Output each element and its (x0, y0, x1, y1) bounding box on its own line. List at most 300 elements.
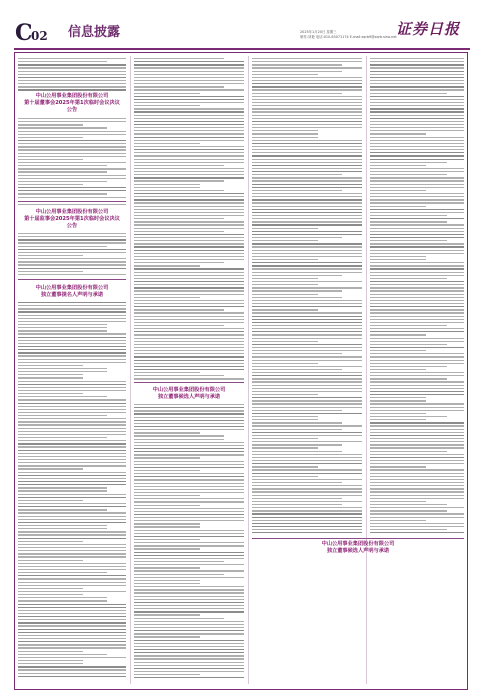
body-text-line (18, 403, 126, 404)
body-text-line (252, 250, 362, 251)
body-text-line (252, 67, 362, 68)
body-text-line (370, 177, 464, 178)
body-text-line (370, 501, 426, 502)
body-text-line (252, 457, 362, 458)
body-text-line (134, 539, 200, 540)
body-text-line (18, 83, 126, 84)
body-text-line (18, 343, 126, 344)
column-divider (366, 56, 367, 684)
body-text-line (252, 61, 362, 62)
body-text-line (370, 268, 464, 269)
body-text-line (252, 325, 362, 326)
body-text-line (134, 439, 224, 440)
body-text-line (134, 662, 244, 663)
body-text-line (134, 306, 244, 307)
body-text-line (134, 83, 244, 84)
body-text-line (134, 328, 244, 329)
body-text-line (252, 369, 342, 370)
body-text-line (18, 374, 83, 375)
body-text-line (370, 294, 464, 295)
body-text-line (370, 441, 464, 442)
body-text-line (370, 325, 447, 326)
body-text-line (134, 624, 244, 625)
body-text-line (18, 337, 126, 338)
body-text-line (18, 352, 126, 353)
body-text-line (134, 432, 200, 433)
body-text-line (370, 517, 464, 518)
body-text-line (134, 199, 244, 200)
body-text-line (370, 206, 426, 207)
body-text-line (252, 451, 342, 452)
body-text-line (18, 193, 107, 194)
body-text-line (252, 363, 318, 364)
body-text-line (18, 168, 126, 169)
body-text-line (252, 137, 318, 138)
body-text-line (18, 80, 126, 81)
body-text-line (134, 259, 244, 260)
body-text-line (252, 93, 342, 94)
body-text-line (18, 239, 126, 240)
body-text-line (134, 312, 244, 313)
body-text-line (134, 184, 200, 185)
body-text-line (18, 572, 107, 573)
body-text-line (134, 105, 200, 106)
body-text-line (18, 544, 126, 545)
body-text-line (370, 168, 464, 169)
body-text-line (134, 341, 244, 342)
body-text-line (134, 353, 244, 354)
body-text-line (370, 510, 447, 511)
body-text-line (370, 99, 464, 100)
header-rule (14, 48, 470, 50)
body-text-line (252, 498, 342, 499)
body-text-line (252, 510, 362, 511)
body-text-line (18, 534, 126, 535)
body-text-line (18, 333, 126, 334)
body-text-line (134, 316, 244, 317)
body-text-line (18, 666, 126, 667)
body-text-line (370, 485, 464, 486)
body-text-line (134, 369, 244, 370)
body-text-line (18, 560, 83, 561)
body-text-line (18, 197, 126, 198)
announcement-title-cont: 公告 (66, 223, 78, 229)
body-text-line (134, 290, 244, 291)
body-text-line (18, 236, 126, 237)
body-text-line (370, 278, 447, 279)
body-text-line (134, 272, 244, 273)
body-text-line (370, 71, 464, 72)
body-text-line (18, 121, 126, 122)
body-text-line (252, 469, 362, 470)
body-text-line (370, 504, 447, 505)
body-text-line (134, 300, 244, 301)
body-text-line (134, 80, 244, 81)
body-text-line (134, 596, 244, 597)
body-text-line (252, 89, 362, 90)
body-text-line (18, 61, 107, 62)
body-text-line (370, 435, 464, 436)
body-text-line (134, 608, 244, 609)
body-text-line (18, 418, 126, 419)
body-text-line (18, 657, 126, 658)
body-text-line (134, 476, 244, 477)
body-text-line (370, 491, 464, 492)
body-text-line (18, 597, 107, 598)
body-text-line (134, 250, 244, 251)
body-text-line (18, 481, 126, 482)
body-text-line (134, 155, 244, 156)
body-text-line (134, 567, 200, 568)
body-text-line (18, 512, 126, 513)
body-text-line (18, 443, 126, 444)
column-4 (370, 56, 464, 684)
body-text-line (18, 365, 83, 366)
body-text-line (370, 152, 464, 153)
body-text-line (134, 297, 200, 298)
body-text-line (134, 580, 200, 581)
body-text-line (134, 486, 244, 487)
body-text-line (252, 366, 362, 367)
body-text-line (370, 479, 464, 480)
body-text-line (252, 246, 362, 247)
body-text-line (370, 162, 447, 163)
body-text-line (134, 89, 244, 90)
body-text-line (252, 413, 362, 414)
body-text-line (18, 625, 126, 626)
body-text-line (18, 252, 126, 253)
body-text-line (18, 362, 126, 363)
body-text-line (134, 275, 244, 276)
body-text-line (134, 602, 244, 603)
body-text-line (252, 397, 362, 398)
body-text-line (18, 519, 126, 520)
body-text-line (18, 77, 126, 78)
body-text-line (18, 478, 126, 479)
body-text-line (134, 665, 244, 666)
body-text-line (370, 419, 426, 420)
body-text-line (134, 366, 244, 367)
body-text-line (370, 463, 464, 464)
body-text-line (252, 300, 362, 301)
body-text-line (18, 503, 126, 504)
body-text-line (370, 155, 464, 156)
body-text-line (18, 381, 126, 382)
body-text-line (370, 180, 464, 181)
body-text-line (252, 130, 318, 131)
body-text-line (134, 508, 244, 509)
body-text-line (134, 652, 244, 653)
body-text-line (134, 325, 224, 326)
body-text-line (252, 353, 342, 354)
body-text-line (18, 619, 126, 620)
body-text-line (370, 438, 464, 439)
body-text-line (18, 178, 126, 179)
body-text-line (18, 371, 107, 372)
body-text-line (134, 448, 244, 449)
body-text-line (134, 67, 244, 68)
body-text-line (370, 394, 464, 395)
body-text-line (370, 196, 464, 197)
body-text-line (18, 450, 126, 451)
body-text-line (370, 350, 426, 351)
body-text-line (18, 118, 126, 119)
body-text-line (18, 550, 126, 551)
body-text-line (252, 159, 362, 160)
announcement-title: 独立董事候选人声明与承诺 (326, 548, 390, 554)
body-text-line (134, 511, 244, 512)
body-text-line (134, 611, 244, 612)
body-text-line (134, 146, 244, 147)
body-text-line (370, 466, 426, 467)
body-text-line (252, 228, 318, 229)
announcement-headline (134, 387, 244, 401)
body-text-line (134, 262, 224, 263)
body-text-line (252, 143, 362, 144)
company-name: 中山公用事业集团股份有限公司 (35, 209, 109, 215)
body-text-line (370, 143, 464, 144)
body-text-line (252, 356, 362, 357)
body-text-line (370, 407, 464, 408)
body-text-line (370, 416, 447, 417)
body-text-line (134, 473, 244, 474)
body-text-line (134, 64, 244, 65)
body-text-line (18, 494, 126, 495)
body-text-line (252, 199, 362, 200)
body-text-line (18, 399, 126, 400)
body-text-line (18, 340, 126, 341)
body-text-line (252, 347, 362, 348)
body-text-line (18, 64, 126, 65)
body-text-line (134, 636, 200, 637)
body-text-line (18, 302, 126, 303)
body-text-line (370, 385, 464, 386)
body-text-line (134, 253, 244, 254)
body-text-line (134, 246, 244, 247)
body-text-line (370, 498, 464, 499)
body-text-line (370, 74, 464, 75)
announcement-title: 第十届监事会2025年第1次临时会议决议 (24, 216, 120, 222)
body-text-line (18, 566, 126, 567)
body-text-line (134, 489, 244, 490)
body-text-line (134, 646, 244, 647)
body-text-line (134, 505, 200, 506)
body-text-line (134, 627, 244, 628)
body-text-line (18, 393, 83, 394)
body-text-line (134, 592, 244, 593)
body-text-line (134, 658, 244, 659)
body-text-line (252, 190, 342, 191)
body-text-line (134, 467, 244, 468)
body-text-line (134, 649, 244, 650)
body-text-line (134, 115, 244, 116)
body-text-line (18, 538, 126, 539)
body-text-line (252, 212, 362, 213)
body-text-line (134, 74, 244, 75)
body-text-line (252, 322, 362, 323)
announcement-title: 独立董事提名人声明与承诺 (40, 292, 104, 298)
body-text-line (252, 297, 342, 298)
body-text-line (252, 284, 318, 285)
body-text-line (370, 171, 464, 172)
body-text-line (252, 265, 362, 266)
body-text-line (18, 622, 126, 623)
body-text-line (370, 108, 464, 109)
body-text-line (252, 102, 362, 103)
body-text-line (134, 454, 244, 455)
body-text-line (252, 447, 318, 448)
body-text-line (370, 513, 464, 514)
body-text-line (18, 346, 126, 347)
body-text-line (18, 585, 126, 586)
body-text-line (370, 372, 464, 373)
body-text-line (252, 485, 362, 486)
body-text-line (370, 507, 464, 508)
body-text-line (18, 153, 126, 154)
body-text-line (134, 152, 244, 153)
body-text-line (134, 360, 244, 361)
body-text-line (252, 171, 362, 172)
body-text-line (252, 215, 362, 216)
body-text-line (252, 435, 362, 436)
body-text-line (18, 175, 126, 176)
body-text-line (252, 121, 362, 122)
body-text-line (134, 423, 244, 424)
body-text-line (252, 231, 362, 232)
body-text-line (370, 388, 464, 389)
body-text-line (252, 165, 362, 166)
body-text-line (134, 121, 244, 122)
body-text-line (18, 124, 83, 125)
body-text-line (252, 105, 362, 106)
body-text-line (370, 115, 464, 116)
body-text-line (18, 556, 126, 557)
body-text-line (134, 187, 200, 188)
body-text-line (370, 297, 464, 298)
body-text-line (252, 513, 362, 514)
body-text-line (18, 541, 83, 542)
column-2 (134, 56, 244, 684)
body-text-line (18, 459, 126, 460)
body-text-line (134, 294, 244, 295)
body-text-line (18, 412, 126, 413)
body-text-line (18, 434, 126, 435)
body-text-line (370, 190, 426, 191)
body-text-line (370, 520, 426, 521)
body-text-line (134, 668, 244, 669)
body-text-line (252, 206, 362, 207)
body-text-line (134, 149, 244, 150)
body-text-line (370, 240, 447, 241)
body-text-line (134, 643, 244, 644)
block-divider (18, 201, 126, 202)
body-text-line (134, 570, 244, 571)
body-text-line (252, 278, 318, 279)
body-text-line (252, 168, 362, 169)
body-text-line (370, 105, 464, 106)
body-text-line (18, 635, 126, 636)
body-text-line (252, 491, 362, 492)
body-text-line (370, 319, 464, 320)
body-text-line (134, 234, 244, 235)
body-text-line (18, 246, 107, 247)
body-text-line (370, 338, 464, 339)
body-text-line (18, 258, 126, 259)
body-text-line (134, 77, 244, 78)
body-text-line (252, 115, 362, 116)
body-text-line (252, 275, 342, 276)
body-text-line (18, 440, 126, 441)
body-text-line (370, 86, 464, 87)
body-text-line (134, 498, 244, 499)
body-text-line (18, 506, 126, 507)
body-text-line (370, 312, 464, 313)
body-text-line (252, 529, 362, 530)
body-text-line (370, 140, 464, 141)
section-title: 信息披露 (68, 25, 121, 40)
body-text-line (134, 143, 200, 144)
body-text-line (370, 482, 464, 483)
body-text-line (370, 199, 464, 200)
body-text-line (252, 517, 362, 518)
body-text-line (134, 111, 244, 112)
body-text-line (134, 605, 244, 606)
body-text-line (134, 93, 200, 94)
body-text-line (370, 224, 464, 225)
body-text-line (370, 64, 464, 65)
body-text-line (134, 202, 244, 203)
body-text-line (134, 558, 244, 559)
announcement-headline (18, 285, 126, 299)
body-text-line (252, 108, 362, 109)
body-text-line (18, 308, 126, 309)
column-divider (248, 56, 249, 684)
body-text-line (134, 621, 244, 622)
body-text-line (370, 532, 464, 533)
body-text-line (134, 542, 244, 543)
body-text-line (134, 268, 244, 269)
body-text-line (370, 212, 464, 213)
body-text-line (370, 67, 464, 68)
body-text-line (18, 242, 126, 243)
body-text-line (134, 221, 244, 222)
body-text-line (134, 435, 224, 436)
body-text-line (134, 319, 244, 320)
body-text-line (252, 71, 342, 72)
body-text-line (18, 324, 107, 325)
page-number: 02 (31, 29, 48, 43)
body-text-line (370, 488, 464, 489)
body-text-line (252, 360, 362, 361)
body-text-line (252, 262, 362, 263)
company-name: 中山公用事业集团股份有限公司 (35, 93, 109, 99)
body-text-line (134, 58, 224, 59)
body-text-line (18, 86, 126, 87)
body-text-line (18, 641, 126, 642)
body-text-line (134, 530, 244, 531)
body-text-line (252, 268, 362, 269)
body-text-line (252, 306, 362, 307)
body-text-line (18, 131, 126, 132)
body-text-line (18, 528, 107, 529)
body-text-line (134, 470, 200, 471)
body-text-line (252, 111, 362, 112)
body-text-line (370, 526, 464, 527)
body-text-line (134, 483, 244, 484)
body-text-line (18, 660, 83, 661)
body-text-line (370, 118, 464, 119)
body-text-line (18, 409, 126, 410)
